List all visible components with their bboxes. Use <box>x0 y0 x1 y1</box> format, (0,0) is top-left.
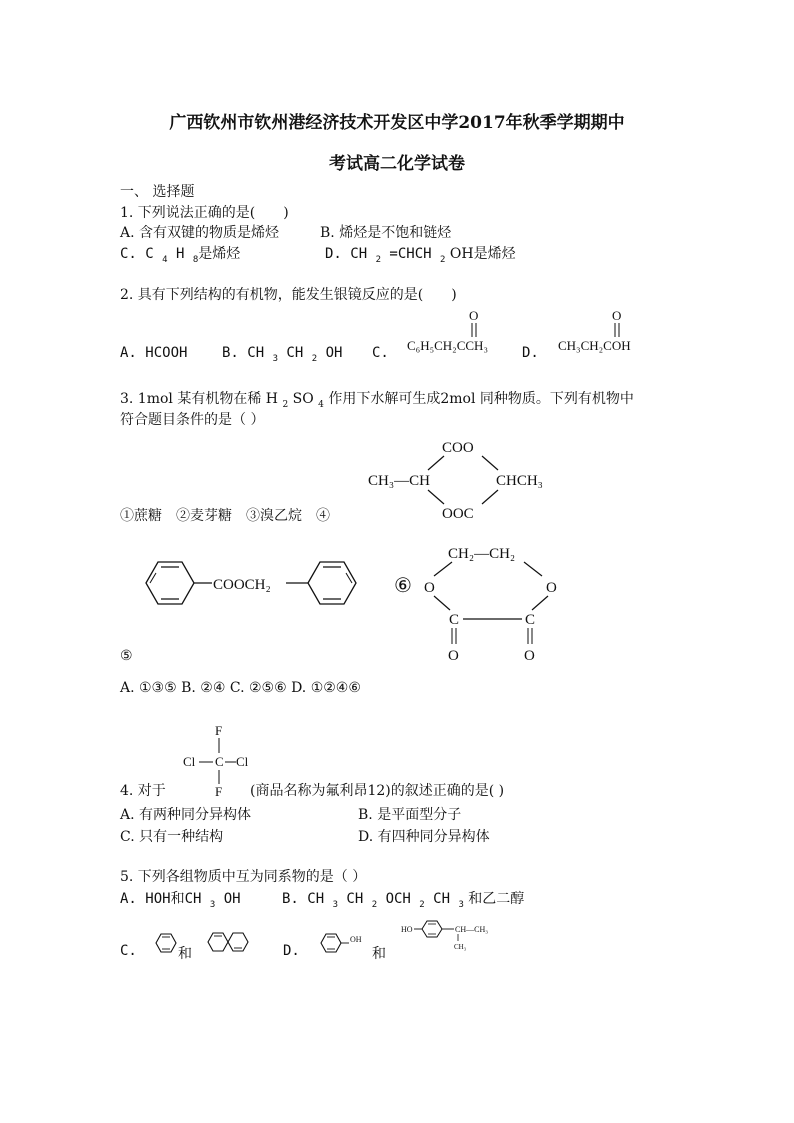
svg-text:O: O <box>448 648 459 664</box>
q5-option-c-and: 和 <box>178 946 192 962</box>
svg-text:F: F <box>215 784 223 799</box>
q3-marker-6: ⑥ <box>394 573 412 597</box>
svg-text:C: C <box>525 612 536 628</box>
svg-text:F: F <box>215 723 223 738</box>
q3-marker-5: ⑤ <box>120 648 133 664</box>
q1-option-c: C. C $_4$ H $_8$是烯烃 <box>120 246 241 265</box>
q5-substituted-phenol-structure <box>400 918 520 958</box>
svg-text:CH—CH₃: CH—CH₃ <box>455 925 489 934</box>
q3-stem-line-2: 符合题目条件的是（ ） <box>120 412 265 428</box>
q5-naphthalene-structure <box>206 928 250 956</box>
svg-text:O: O <box>469 308 479 323</box>
svg-text:C: C <box>215 754 224 769</box>
q1-stem: 1. 下列说法正确的是( ) <box>120 205 289 221</box>
q4-freon-structure <box>180 722 260 800</box>
svg-text:COOCH₂: COOCH₂ <box>213 577 271 593</box>
q2-structure-d <box>556 306 656 358</box>
svg-text:O: O <box>612 308 622 323</box>
title-line-1: 广西钦州市钦州港经济技术开发区中学2017年秋季学期期中 <box>169 113 625 133</box>
svg-text:COO: COO <box>442 440 474 456</box>
q2-stem: 2. 具有下列结构的有机物，能发生银镜反应的是( ) <box>120 287 457 303</box>
svg-text:Cl: Cl <box>236 754 249 769</box>
svg-text:O: O <box>524 648 535 664</box>
q4-option-b: B. 是平面型分子 <box>358 807 462 823</box>
q3-items: ①蔗糖 ②麦芽糖 ③溴乙烷 ④ <box>120 508 330 524</box>
q4-option-d: D. 有四种同分异构体 <box>358 829 490 845</box>
svg-text:O: O <box>546 580 557 596</box>
section-heading: 一、 选择题 <box>120 184 195 200</box>
q3-cyclic-diester-structure <box>368 432 568 524</box>
q5-option-d-and: 和 <box>372 946 386 962</box>
q5-phenol-structure <box>318 929 372 957</box>
svg-text:CH₃CH₂COH: CH₃CH₂COH <box>558 338 631 353</box>
q1-option-b: B. 烯烃是不饱和链烃 <box>320 225 452 241</box>
q3-ethylene-oxalate-structure <box>418 538 568 666</box>
q2-option-b: B. CH $_3$ CH $_2$ OH <box>222 345 343 364</box>
title-line-2: 考试高二化学试卷 <box>329 154 465 174</box>
svg-text:OH: OH <box>350 935 362 944</box>
svg-text:CH₂—CH₂: CH₂—CH₂ <box>448 546 516 562</box>
svg-text:O: O <box>424 580 435 596</box>
q4-stem-suffix: (商品名称为氟利昂12)的叙述正确的是( ) <box>250 783 505 799</box>
q3-benzyl-benzoate-structure <box>140 553 380 613</box>
svg-text:CHCH₃: CHCH₃ <box>496 473 543 489</box>
q5-option-c-label: C. <box>120 943 137 959</box>
q4-stem-prefix: 4. 对于 <box>120 783 166 799</box>
q1-option-d: D. CH $_2$ =CHCH $_2$ OH是烯烃 <box>325 246 516 265</box>
q5-option-b: B. CH $_3$ CH $_2$ OCH $_2$ CH $_3$ 和乙二醇 <box>282 891 525 910</box>
q4-option-c: C. 只有一种结构 <box>120 829 224 845</box>
svg-text:CH₃—CH: CH₃—CH <box>368 473 430 489</box>
q3-answers: A. ①③⑤ B. ②④ C. ②⑤⑥ D. ①②④⑥ <box>120 680 361 696</box>
svg-text:C₆H₅CH₂CCH₃: C₆H₅CH₂CCH₃ <box>407 338 488 353</box>
q2-option-a: A. HCOOH <box>120 345 188 361</box>
svg-text:C: C <box>449 612 460 628</box>
q3-stem-line-1: 3. 1mol 某有机物在稀 H $_2$ SO $_4$ 作用下水解可生成2mol 同种物质。下列有机物中 <box>120 391 634 410</box>
q5-benzene-structure <box>153 930 179 956</box>
q5-option-a: A. HOH和CH $_3$ OH <box>120 891 241 910</box>
svg-text:CH₃: CH₃ <box>454 943 467 951</box>
svg-text:OOC: OOC <box>442 506 474 522</box>
svg-text:Cl: Cl <box>183 754 196 769</box>
q2-structure-c <box>405 306 515 358</box>
q1-option-a: A. 含有双键的物质是烯烃 <box>120 225 280 241</box>
q5-option-d-label: D. <box>283 943 300 959</box>
q5-stem: 5. 下列各组物质中互为同系物的是（ ） <box>120 869 367 885</box>
q2-option-c-label: C. <box>372 345 389 361</box>
q2-option-d-label: D. <box>522 345 539 361</box>
q4-option-a: A. 有两种同分异构体 <box>120 807 252 823</box>
svg-text:HO: HO <box>401 925 413 934</box>
